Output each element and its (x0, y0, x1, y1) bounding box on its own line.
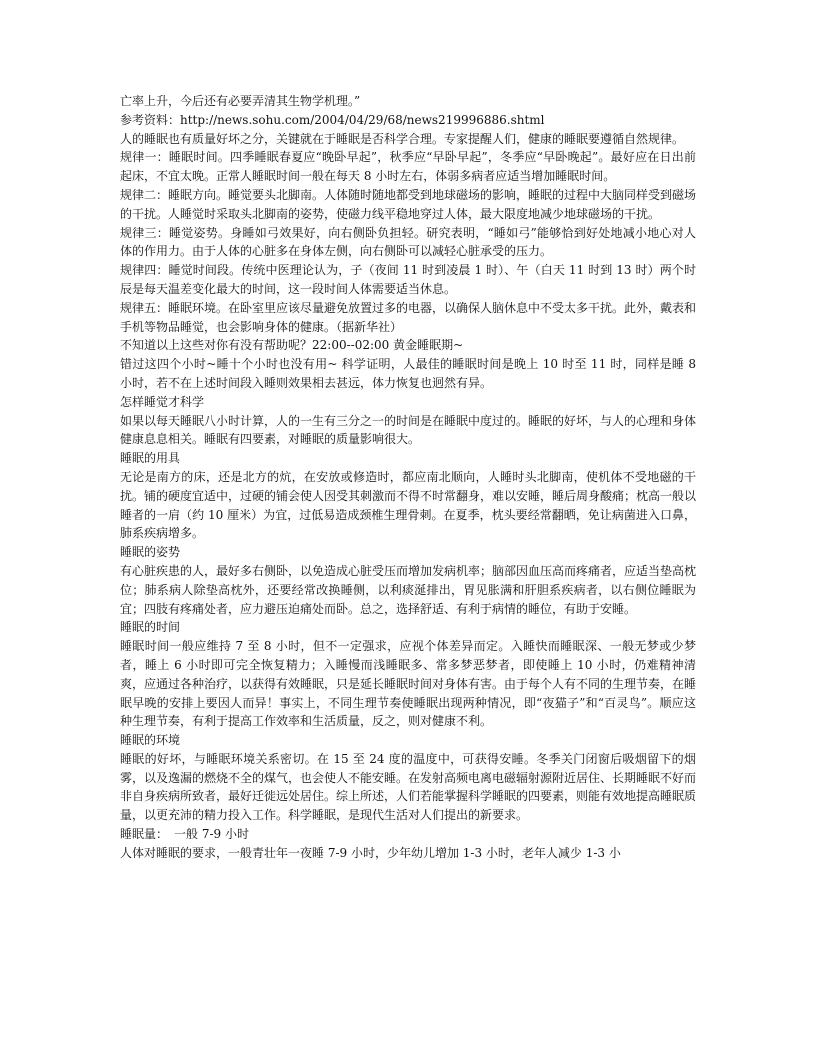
paragraph-sleep-tools: 无论是南方的床，还是北方的炕，在安放或修造时，都应南北顺向，人睡时头北脚南，使机体不受地磁的干扰。铺的硬度宜适中，过硬的铺会使人因受其刺激而不得不时常翻身，难以安睡，睡后周身酸痛；枕高一般以睡者的一肩（约 10 厘米）为宜，过低易造成颈椎生理骨刺。在夏季，枕头要经常翻晒，免让病菌进入口鼻，肺系疾病增多。 (120, 469, 697, 541)
heading-how-to-sleep: 怎样睡觉才科学 (120, 394, 205, 409)
heading-sleep-tools: 睡眠的用具 (120, 451, 181, 466)
paragraph-best-time: 错过这四个小时~睡十个小时也没有用~ 科学证明，人最佳的睡眠时间是晚上 10 时至 11 时，同样是睡 8 小时，若不在上述时间段入睡则效果相去甚远，体力恢复也迥然有异。 (120, 357, 696, 390)
paragraph-sleep-amount: 人体对睡眠的要求，一般青壮年一夜睡 7-9 小时，少年幼儿增加 1-3 小时，老年人减少 1-3 小 (120, 845, 621, 860)
heading-sleep-posture: 睡眠的姿势 (120, 545, 181, 560)
paragraph-rule-four: 规律四：睡觉时间段。传统中医理论认为，子（夜间 11 时到凌晨 1 时）、午（白天 11 时到 13 时）两个时辰是每天温差变化最大的时间，这一段时间人体需要适当休息。 (120, 263, 696, 296)
paragraph-golden-period: 不知道以上这些对你有没有帮助呢？22:00--02:00 黄金睡眠期~ (120, 338, 464, 353)
paragraph-intro-end: 亡率上升，今后还有必要弄清其生物学机理。” (120, 94, 361, 108)
heading-sleep-amount: 睡眠量： 一般 7-9 小时 (120, 827, 249, 842)
paragraph-rule-three: 规律三：睡觉姿势。身睡如弓效果好，向右侧卧负担轻。研究表明，“睡如弓”能够恰到好处地减小地心对人体的作用力。由于人体的心脏多在身体左侧，向右侧卧可以减轻心脏承受的压力。 (120, 225, 696, 259)
paragraph-sleep-environment: 睡眠的好坏，与睡眠环境关系密切。在 15 至 24 度的温度中，可获得安睡。冬季关门闭窗后吸烟留下的烟雾，以及逸漏的燃烧不全的煤气，也会使人不能安睡。在发射高频电离电磁辐射源附近居住、长期睡眠不好而非自身疾病所致者，最好迁徙远处居住。综上所述，人们若能掌握科学睡眠的四要素，则能有效地提高睡眠质量，以更充沛的精力投入工作。科学睡眠，是现代生活对人们提出的新要求。 (120, 751, 697, 823)
heading-sleep-time: 睡眠的时间 (120, 620, 181, 635)
paragraph-four-elements: 如果以每天睡眠八小时计算，人的一生有三分之一的时间是在睡眠中度过的。睡眠的好坏，与人的心理和身体健康息息相关。睡眠有四要素，对睡眠的质量影响很大。 (120, 413, 697, 447)
paragraph-reference: 参考资料：http://news.sohu.com/2004/04/29/68/news219996886.shtml (120, 112, 545, 127)
document-body (120, 92, 696, 863)
paragraph-rule-two: 规律二：睡眠方向。睡觉要头北脚南。人体随时随地都受到地球磁场的影响，睡眠的过程中大脑同样受到磁场的干扰。人睡觉时采取头北脚南的姿势，使磁力线平稳地穿过人体，最大限度地减少地球磁场的干扰。 (120, 187, 697, 221)
heading-sleep-environment: 睡眠的环境 (120, 733, 181, 748)
paragraph-sleep-posture: 有心脏疾患的人，最好多右侧卧，以免造成心脏受压而增加发病机率；脑部因血压高而疼痛者，应适当垫高枕位；肺系病人除垫高枕外，还要经常改换睡侧，以利痰涎排出，胃见胀满和肝胆系疾病者，以右侧位睡眠为宜；四肢有疼痛处者，应力避压迫痛处而卧。总之，选择舒适、有利于病情的睡位，有助于安睡。 (120, 563, 697, 616)
paragraph-sleep-quality: 人的睡眠也有质量好坏之分，关键就在于睡眠是否科学合理。专家提醒人们，健康的睡眠要遵循自然规律。 (120, 131, 685, 146)
paragraph-rule-one: 规律一：睡眠时间。四季睡眠春夏应“晚卧早起”，秋季应“早卧早起”，冬季应“早卧晚起”。最好应在日出前起床，不宜太晚。正常人睡眠时间一般在每天 8 小时左右，体弱多病者应适当增加睡眠时间。 (120, 150, 696, 184)
paragraph-rule-five: 规律五：睡眠环境。在卧室里应该尽量避免放置过多的电器，以确保人脑休息中不受太多干扰。此外，戴表和手机等物品睡觉，也会影响身体的健康。（据新华社） (120, 300, 697, 334)
paragraph-sleep-time: 睡眠时间一般应维持 7 至 8 小时，但不一定强求，应视个体差异而定。入睡快而睡眠深、一般无梦或少梦者，睡上 6 小时即可完全恢复精力；入睡慢而浅睡眠多、常多梦恶梦者，即使睡上 10 小时，仍难精神清爽，应通过各种治疗，以获得有效睡眠，只是延长睡眠时间对身体有害。由于每个人有不同的生理节奏，在睡眠早晚的安排上要因人而异！事实上，不同生理节奏使睡眠出现两种情况，即“夜猫子”和“百灵鸟”。顺应这种生理节奏，有利于提高工作效率和生活质量，反之，则对健康不利。 (120, 639, 697, 729)
